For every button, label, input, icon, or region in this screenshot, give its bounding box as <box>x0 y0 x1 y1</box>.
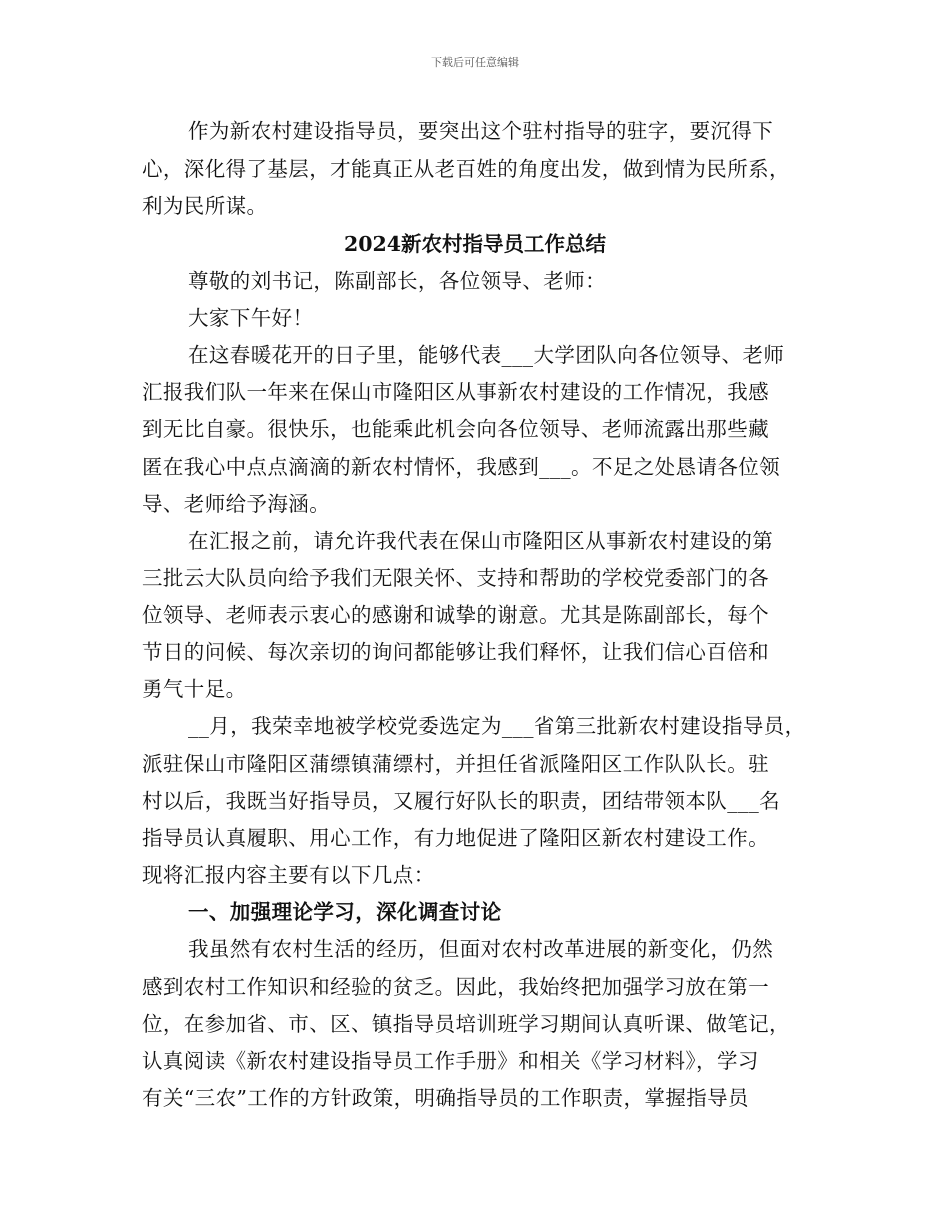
header-note: 下载后可任意编辑 <box>431 56 519 69</box>
paragraph-line: 勇气十足。 <box>142 677 247 701</box>
paragraph-line: 汇报我们队一年来在保山市隆阳区从事新农村建设的工作情况，我感 <box>142 380 769 404</box>
intro-line: 心，深化得了基层，才能真正从老百姓的角度出发，做到情为民所系， <box>142 157 790 181</box>
paragraph-line: 有关“三农”工作的方针政策，明确指导员的工作职责，掌握指导员 <box>142 1086 749 1110</box>
intro-line: 利为民所谋。 <box>142 194 268 218</box>
paragraph-line: 我虽然有农村生活的经历，但面对农村改革进展的新变化，仍然 <box>188 937 774 961</box>
greeting: 大家下午好！ <box>188 306 314 330</box>
paragraph-line: __月，我荣幸地被学校党委选定为___省第三批新农村建设指导员， <box>188 714 806 738</box>
paragraph-line: 匿在我心中点点滴滴的新农村情怀，我感到___。不足之处恳请各位领 <box>142 455 781 479</box>
paragraph-line: 位领导、老师表示衷心的感谢和诚挚的谢意。尤其是陈副部长，每个 <box>142 603 769 627</box>
paragraph-line: 节日的问候、每次亲切的询问都能够让我们释怀，让我们信心百倍和 <box>142 640 769 664</box>
paragraph-line: 村以后，我既当好指导员，又履行好队长的职责，团结带领本队___名 <box>142 789 781 813</box>
paragraph-line: 指导员认真履职、用心工作，有力地促进了隆阳区新农村建设工作。 <box>142 826 769 850</box>
paragraph-line: 在汇报之前，请允许我代表在保山市隆阳区从事新农村建设的第 <box>188 529 774 553</box>
salutation: 尊敬的刘书记，陈副部长，各位领导、老师： <box>188 269 606 293</box>
paragraph-line: 感到农村工作知识和经验的贫乏。因此，我始终把加强学习放在第一 <box>142 975 769 999</box>
paragraph-line: 位，在参加省、市、区、镇指导员培训班学习期间认真听课、做笔记， <box>142 1012 790 1036</box>
paragraph-line: 在这春暖花开的日子里，能够代表___大学团队向各位领导、老师 <box>188 343 785 367</box>
paragraph-line: 到无比自豪。很快乐，也能乘此机会向各位领导、老师流露出那些藏 <box>142 417 769 441</box>
document-title: 2024新农村指导员工作总结 <box>343 232 607 256</box>
paragraph-line: 派驻保山市隆阳区蒲缥镇蒲缥村，并担任省派隆阳区工作队队长。驻 <box>142 752 769 776</box>
paragraph-line: 三批云大队员向给予我们无限关怀、支持和帮助的学校党委部门的各 <box>142 566 769 590</box>
paragraph-line: 认真阅读《新农村建设指导员工作手册》和相关《学习材料》，学习 <box>142 1049 759 1073</box>
paragraph-line: 现将汇报内容主要有以下几点： <box>142 863 435 887</box>
intro-line: 作为新农村建设指导员，要突出这个驻村指导的驻字，要沉得下 <box>188 119 774 143</box>
section-heading: 一、加强理论学习，深化调查讨论 <box>188 900 502 924</box>
paragraph-line: 导、老师给予海涵。 <box>142 492 331 516</box>
